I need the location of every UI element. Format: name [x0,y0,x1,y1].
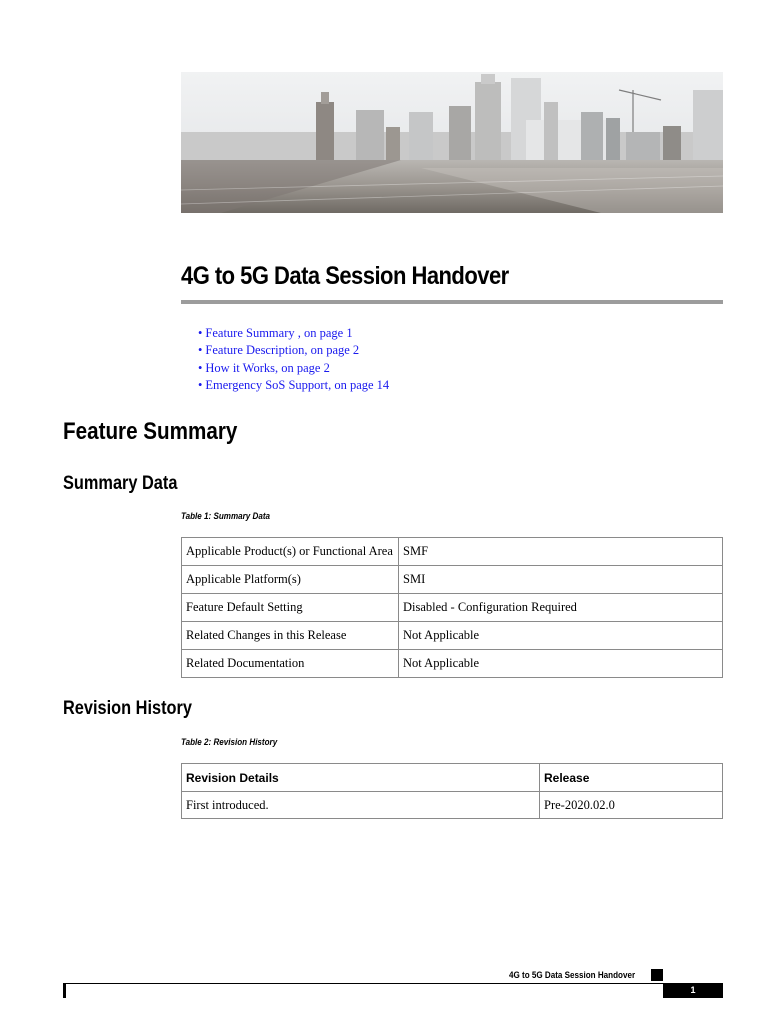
table-row [182,566,723,594]
toc-link-emergency-sos[interactable]: Emergency SoS Support, on page 14 [205,377,390,392]
toc-item[interactable] [198,360,389,377]
table-row [182,594,723,622]
toc-link-feature-description[interactable]: Feature Description, on page 2 [205,343,360,358]
table-cell-label: Applicable Platform(s) [182,566,399,594]
header-banner-image [181,72,723,213]
footer-marker-square [651,969,663,981]
table-cell-value: SMI [399,566,723,594]
toc-bullet: • [198,326,203,340]
table-cell-release: Pre-2020.02.0 [540,792,723,819]
subsection-heading-summary-data: Summary Data [63,473,178,494]
toc-bullet: • [198,343,203,358]
footer-running-title: 4G to 5G Data Session Handover [509,970,636,981]
table-cell-label: Feature Default Setting [182,594,399,622]
table-row [182,538,723,566]
table-cell-label: Applicable Product(s) or Functional Area [182,538,399,566]
chapter-title: 4G to 5G Data Session Handover [181,262,509,290]
subsection-heading-revision-history: Revision History [63,698,192,719]
mini-toc [198,325,389,394]
toc-item[interactable] [198,325,389,342]
table-row [182,650,723,678]
table-cell-value: Not Applicable [399,622,723,650]
footer-divider [63,983,723,984]
revision-history-table [181,763,723,819]
table-cell-label: Related Changes in this Release [182,622,399,650]
table-caption-revision: Table 2: Revision History [181,737,278,748]
table-row [182,622,723,650]
table-cell-value: SMF [399,538,723,566]
table-caption-summary: Table 1: Summary Data [181,511,271,522]
toc-bullet: • [198,360,203,375]
table-header-row [182,764,723,792]
table-cell-details: First introduced. [182,792,540,819]
toc-item[interactable] [198,377,389,394]
toc-link-how-it-works[interactable]: How it Works, on page 2 [205,360,330,375]
column-header-revision-details: Revision Details [182,764,540,792]
toc-item[interactable] [198,342,389,359]
footer-left-mark [63,984,66,998]
table-cell-value: Disabled - Configuration Required [399,594,723,622]
table-row [182,792,723,819]
title-divider [181,300,723,304]
table-cell-label: Related Documentation [182,650,399,678]
toc-bullet: • [198,377,203,392]
toc-link-feature-summary[interactable]: Feature Summary , on page 1 [205,326,353,340]
summary-data-table [181,537,723,678]
table-cell-value: Not Applicable [399,650,723,678]
section-heading-feature-summary: Feature Summary [63,418,238,445]
page-number: 1 [663,983,723,998]
column-header-release: Release [540,764,723,792]
